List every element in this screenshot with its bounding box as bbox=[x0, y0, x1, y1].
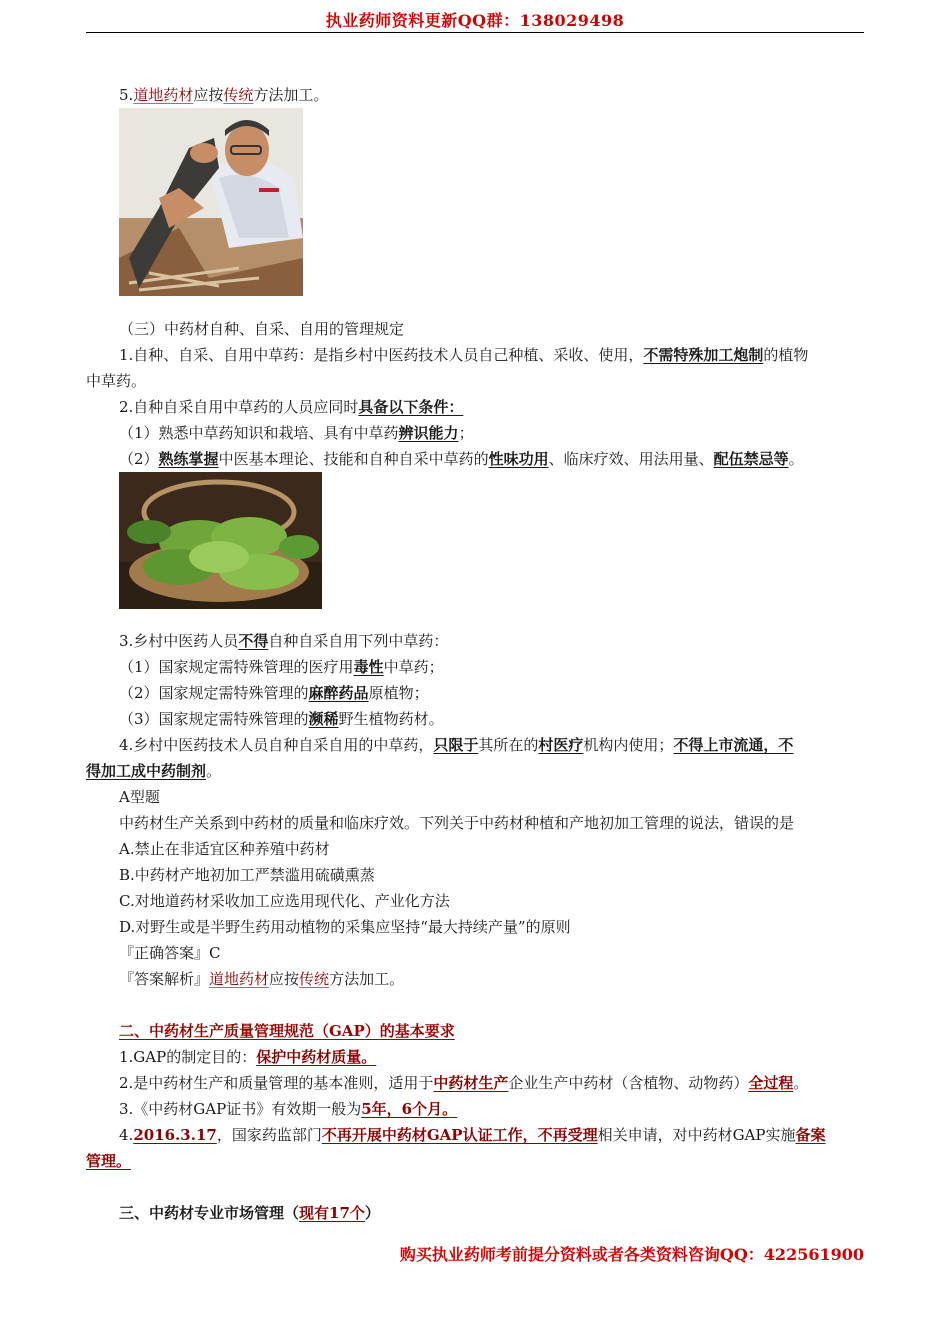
header-text: 执业药师资料更新QQ群：138029498 bbox=[325, 11, 625, 30]
para-2-1: （1）熟悉中草药知识和栽培、具有中草药辨识能力； bbox=[119, 424, 474, 442]
para-4: 4.乡村中医药技术人员自种自采自用的中草药，只限于其所在的村医疗机构内使用；不得上市流通，不 bbox=[119, 736, 794, 754]
gap-item-2: 2.是中药材生产和质量管理的基本准则，适用于中药材生产企业生产中药材（含植物、动物药）全过程。 bbox=[119, 1074, 809, 1092]
item-5: 5.道地药材应按传统方法加工。 bbox=[119, 86, 329, 104]
gap-item-4: 4.2016.3.17，国家药监部门不再开展中药材GAP认证工作，不再受理相关申请，对中药材GAP实施备案 bbox=[119, 1126, 826, 1144]
para-3: 3.乡村中医药人员不得自种自采自用下列中草药： bbox=[119, 632, 449, 650]
para-1: 1.自种、自采、自用中草药：是指乡村中医药技术人员自己种植、采收、使用，不需特殊加工炮制的植物 bbox=[119, 346, 809, 364]
page-header bbox=[86, 8, 864, 33]
herb-processing-photo bbox=[119, 108, 303, 296]
gap-item-1: 1.GAP的制定目的：保护中药材质量。 bbox=[119, 1048, 377, 1066]
para-3-1: （1）国家规定需特殊管理的医疗用毒性中草药； bbox=[119, 658, 444, 676]
para-4-cont: 得加工成中药制剂。 bbox=[86, 762, 222, 780]
quiz-option-d: D.对野生或是半野生药用动植物的采集应坚持“最大持续产量”的原则 bbox=[119, 918, 571, 936]
herb-basket-photo bbox=[119, 472, 322, 609]
quiz-answer: 『正确答案』C bbox=[119, 944, 221, 962]
gap-item-3: 3.《中药材GAP证书》有效期一般为5年，6个月。 bbox=[119, 1100, 458, 1118]
quiz-type: A型题 bbox=[119, 788, 160, 806]
para-3-2: （2）国家规定需特殊管理的麻醉药品原植物； bbox=[119, 684, 429, 702]
gap-item-4-cont: 管理。 bbox=[86, 1152, 132, 1170]
quiz-option-a: A.禁止在非适宜区种养殖中药材 bbox=[119, 840, 330, 858]
para-3-3: （3）国家规定需特殊管理的濒稀野生植物药材。 bbox=[119, 710, 444, 728]
section-title-3: （三）中药材自种、自采、自用的管理规定 bbox=[119, 320, 405, 338]
quiz-option-b: B.中药材产地初加工严禁滥用硫磺熏蒸 bbox=[119, 866, 375, 884]
quiz-question: 中药材生产关系到中药材的质量和临床疗效。下列关于中药材种植和产地初加工管理的说法，错误的是 bbox=[119, 814, 795, 832]
para-1-cont: 中草药。 bbox=[86, 372, 147, 390]
page-footer: 购买执业药师考前提分资料或者各类资料咨询QQ：422561900 bbox=[399, 1245, 864, 1264]
para-2-2: （2）熟练掌握中医基本理论、技能和自种自采中草药的性味功用、临床疗效、用法用量、配伍禁忌等。 bbox=[119, 450, 804, 468]
market-section-title: 三、中药材专业市场管理（现有17个） bbox=[119, 1204, 380, 1222]
quiz-option-c: C.对地道药材采收加工应选用现代化、产业化方法 bbox=[119, 892, 450, 910]
quiz-analysis: 『答案解析』道地药材应按传统方法加工。 bbox=[119, 970, 405, 988]
gap-section-title: 二、中药材生产质量管理规范（GAP）的基本要求 bbox=[119, 1022, 455, 1040]
para-2: 2.自种自采自用中草药的人员应同时具备以下条件： bbox=[119, 398, 464, 416]
